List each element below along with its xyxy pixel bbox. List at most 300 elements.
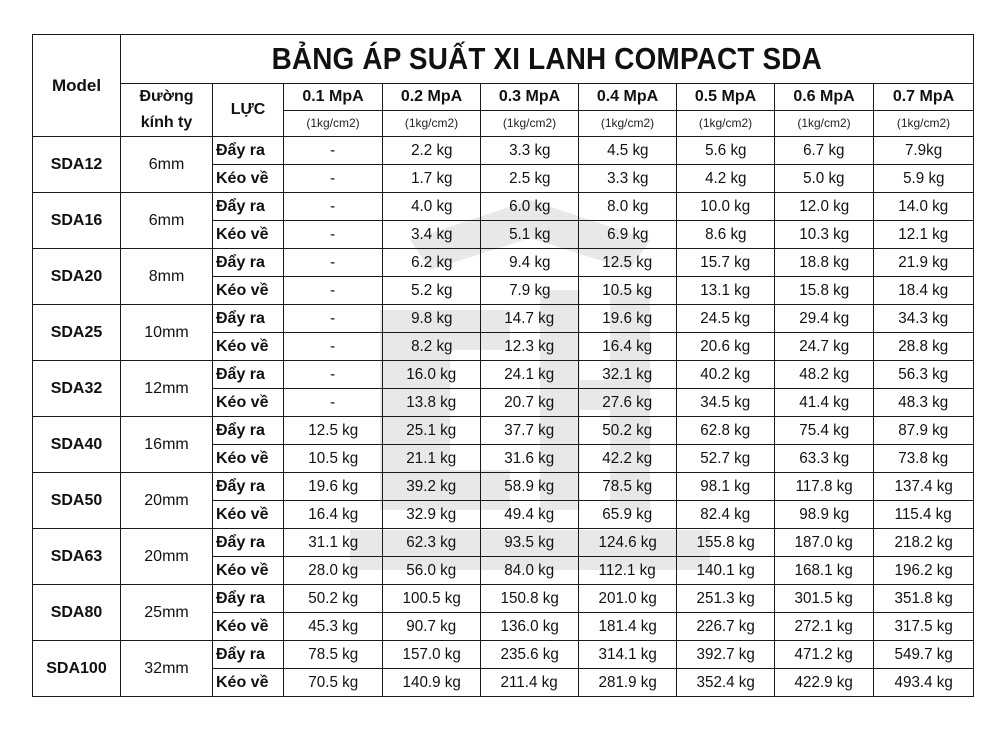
value-cell xyxy=(284,333,383,361)
force-label-push: Đẩy ra xyxy=(213,193,284,221)
value-text: 82.4 kg xyxy=(700,505,751,523)
value-text: 98.9 kg xyxy=(799,505,849,523)
value-text: 70.5 kg xyxy=(308,673,358,691)
value-cell xyxy=(775,585,874,613)
value-text: 14.0 kg xyxy=(898,197,949,215)
value-text: 10.0 kg xyxy=(700,197,751,215)
value-text: 84.0 kg xyxy=(504,561,555,579)
value-cell xyxy=(284,221,383,249)
value-text: 14.7 kg xyxy=(504,309,555,327)
value-text: 187.0 kg xyxy=(794,533,854,551)
value-text: 211.4 kg xyxy=(500,673,559,691)
rod-diameter-cell: 6mm xyxy=(121,137,213,193)
table-title xyxy=(121,35,974,84)
rod-diameter-cell: 20mm xyxy=(121,529,213,585)
value-cell xyxy=(677,669,775,697)
value-text: 6.9 kg xyxy=(606,225,649,243)
header-pressure-0.3: 0.3 MpA xyxy=(481,84,579,111)
value-cell xyxy=(677,221,775,249)
value-cell xyxy=(775,669,874,697)
value-text: 136.0 kg xyxy=(500,617,559,635)
header-unit-0.1: (1kg/cm2) xyxy=(284,110,383,137)
value-text: 24.5 kg xyxy=(700,309,751,327)
value-text: 19.6 kg xyxy=(602,309,653,327)
value-text: 56.0 kg xyxy=(406,561,457,579)
value-text: 8.2 kg xyxy=(410,337,453,355)
value-cell xyxy=(775,361,874,389)
value-cell xyxy=(383,641,481,669)
value-text: 56.3 kg xyxy=(898,365,949,383)
value-cell xyxy=(874,557,974,585)
table-row xyxy=(33,137,974,165)
value-text: 352.4 kg xyxy=(696,673,755,691)
value-cell xyxy=(874,585,974,613)
value-text: - xyxy=(330,197,336,215)
value-cell xyxy=(775,221,874,249)
force-label-pull: Kéo về xyxy=(213,557,284,585)
value-cell xyxy=(677,557,775,585)
header-pressure-0.4: 0.4 MpA xyxy=(579,84,677,111)
force-label-pull: Kéo về xyxy=(213,389,284,417)
header-model: Model xyxy=(33,35,121,137)
value-cell xyxy=(579,501,677,529)
value-cell xyxy=(579,445,677,473)
value-cell xyxy=(775,529,874,557)
value-cell xyxy=(284,193,383,221)
value-text: - xyxy=(330,365,336,383)
value-cell xyxy=(874,193,974,221)
header-unit-0.7: (1kg/cm2) xyxy=(874,110,974,137)
value-text: 20.7 kg xyxy=(504,393,555,411)
value-cell xyxy=(284,165,383,193)
value-text: 218.2 kg xyxy=(894,533,953,551)
value-text: 8.0 kg xyxy=(606,197,649,215)
value-cell xyxy=(775,417,874,445)
value-text: 90.7 kg xyxy=(406,617,457,635)
value-text: 314.1 kg xyxy=(598,645,657,663)
value-text: 10.5 kg xyxy=(308,449,358,467)
value-text: 150.8 kg xyxy=(500,589,559,607)
value-cell xyxy=(284,641,383,669)
value-cell xyxy=(677,137,775,165)
value-cell xyxy=(874,221,974,249)
rod-diameter-cell: 10mm xyxy=(121,305,213,361)
value-text: 2.5 kg xyxy=(508,169,551,187)
header-pressure-0.6: 0.6 MpA xyxy=(775,84,874,111)
value-text: 181.4 kg xyxy=(598,617,657,635)
value-cell xyxy=(775,137,874,165)
value-text: 140.9 kg xyxy=(402,673,461,691)
value-cell xyxy=(874,277,974,305)
value-text: 75.4 kg xyxy=(799,421,849,439)
value-text: 25.1 kg xyxy=(406,421,457,439)
value-text: - xyxy=(330,253,336,271)
model-cell: SDA40 xyxy=(33,417,121,473)
value-text: 16.0 kg xyxy=(406,365,457,383)
value-text: 317.5 kg xyxy=(894,617,953,635)
value-text: - xyxy=(330,169,336,187)
force-label-push: Đẩy ra xyxy=(213,473,284,501)
rod-diameter-cell: 6mm xyxy=(121,193,213,249)
value-cell xyxy=(874,529,974,557)
value-cell xyxy=(383,221,481,249)
table-row xyxy=(33,529,974,557)
value-text: 29.4 kg xyxy=(799,309,849,327)
value-cell xyxy=(775,165,874,193)
value-text: - xyxy=(330,225,336,243)
rod-diameter-cell: 20mm xyxy=(121,473,213,529)
value-text: 155.8 kg xyxy=(696,533,755,551)
value-cell xyxy=(874,333,974,361)
value-cell xyxy=(481,473,579,501)
value-cell xyxy=(874,137,974,165)
value-text: 50.2 kg xyxy=(308,589,358,607)
value-cell xyxy=(677,305,775,333)
value-text: 78.5 kg xyxy=(308,645,358,663)
value-cell xyxy=(579,613,677,641)
value-cell xyxy=(579,193,677,221)
table-row xyxy=(33,249,974,277)
value-text: 48.3 kg xyxy=(898,393,949,411)
value-cell xyxy=(677,277,775,305)
value-cell xyxy=(284,585,383,613)
value-cell xyxy=(677,417,775,445)
value-text: 5.1 kg xyxy=(508,225,551,243)
value-text: 272.1 kg xyxy=(794,617,854,635)
rod-diameter-cell: 12mm xyxy=(121,361,213,417)
value-cell xyxy=(775,305,874,333)
value-cell xyxy=(383,529,481,557)
header-unit-0.5: (1kg/cm2) xyxy=(677,110,775,137)
value-text: 3.3 kg xyxy=(606,169,649,187)
value-cell xyxy=(481,585,579,613)
table-row xyxy=(33,193,974,221)
value-text: 12.5 kg xyxy=(602,253,653,271)
value-cell xyxy=(874,641,974,669)
value-cell xyxy=(383,137,481,165)
value-text: 98.1 kg xyxy=(700,477,751,495)
value-text: 65.9 kg xyxy=(602,505,653,523)
value-text: 3.3 kg xyxy=(508,141,551,159)
value-cell xyxy=(579,165,677,193)
value-cell xyxy=(874,613,974,641)
header-rod-diameter-line2: kính ty xyxy=(140,114,193,131)
value-text: 52.7 kg xyxy=(700,449,751,467)
value-cell xyxy=(775,277,874,305)
value-text: 15.7 kg xyxy=(700,253,751,271)
force-label-pull: Kéo về xyxy=(213,221,284,249)
value-text: - xyxy=(330,141,336,159)
value-cell xyxy=(677,445,775,473)
value-cell xyxy=(284,473,383,501)
value-cell xyxy=(775,249,874,277)
model-cell: SDA80 xyxy=(33,585,121,641)
force-label-pull: Kéo về xyxy=(213,165,284,193)
force-label-push: Đẩy ra xyxy=(213,137,284,165)
value-cell xyxy=(874,501,974,529)
table-row xyxy=(33,417,974,445)
value-text: - xyxy=(330,393,336,411)
value-text: 137.4 kg xyxy=(894,477,953,495)
value-cell xyxy=(383,473,481,501)
value-cell xyxy=(383,277,481,305)
value-cell xyxy=(579,529,677,557)
value-cell xyxy=(383,193,481,221)
value-cell xyxy=(677,641,775,669)
value-cell xyxy=(383,501,481,529)
header-unit-0.2: (1kg/cm2) xyxy=(383,110,481,137)
value-cell xyxy=(481,389,579,417)
value-text: 87.9 kg xyxy=(898,421,949,439)
value-text: 10.3 kg xyxy=(799,225,849,243)
value-cell xyxy=(481,193,579,221)
value-text: 124.6 kg xyxy=(598,533,657,551)
force-label-pull: Kéo về xyxy=(213,333,284,361)
value-cell xyxy=(775,613,874,641)
value-text: 4.0 kg xyxy=(410,197,453,215)
value-text: 9.8 kg xyxy=(410,309,453,327)
value-text: 24.1 kg xyxy=(504,365,555,383)
value-cell xyxy=(579,333,677,361)
value-text: 45.3 kg xyxy=(308,617,358,635)
value-text: 32.1 kg xyxy=(602,365,653,383)
table-body xyxy=(33,137,974,697)
value-text: 12.1 kg xyxy=(898,225,949,243)
value-cell xyxy=(775,557,874,585)
value-text: 6.7 kg xyxy=(803,141,845,159)
force-label-push: Đẩy ra xyxy=(213,641,284,669)
value-cell xyxy=(775,193,874,221)
value-text: 6.0 kg xyxy=(508,197,551,215)
value-text: 2.2 kg xyxy=(410,141,453,159)
value-text: 20.6 kg xyxy=(700,337,751,355)
value-text: 13.1 kg xyxy=(700,281,751,299)
value-cell xyxy=(874,669,974,697)
rod-diameter-cell: 25mm xyxy=(121,585,213,641)
value-text: 28.0 kg xyxy=(308,561,358,579)
value-cell xyxy=(481,333,579,361)
value-text: 392.7 kg xyxy=(696,645,755,663)
value-cell xyxy=(284,305,383,333)
header-pressure-0.2: 0.2 MpA xyxy=(383,84,481,111)
value-text: 34.3 kg xyxy=(898,309,949,327)
value-text: 196.2 kg xyxy=(894,561,953,579)
value-cell xyxy=(579,557,677,585)
value-text: 42.2 kg xyxy=(602,449,653,467)
value-cell xyxy=(677,501,775,529)
value-text: 40.2 kg xyxy=(700,365,751,383)
force-label-push: Đẩy ra xyxy=(213,529,284,557)
value-cell xyxy=(481,165,579,193)
model-cell: SDA50 xyxy=(33,473,121,529)
value-cell xyxy=(481,305,579,333)
value-cell xyxy=(284,557,383,585)
force-label-push: Đẩy ra xyxy=(213,417,284,445)
value-cell xyxy=(677,529,775,557)
value-cell xyxy=(775,445,874,473)
value-cell xyxy=(383,585,481,613)
value-cell xyxy=(481,137,579,165)
value-text: 235.6 kg xyxy=(500,645,559,663)
value-cell xyxy=(284,613,383,641)
value-cell xyxy=(579,137,677,165)
value-cell xyxy=(874,165,974,193)
value-text: 24.7 kg xyxy=(799,337,849,355)
value-text: 117.8 kg xyxy=(795,477,853,495)
value-cell xyxy=(677,389,775,417)
value-cell xyxy=(677,473,775,501)
header-rod-diameter-line1: Đường xyxy=(139,88,194,105)
value-text: 49.4 kg xyxy=(504,505,555,523)
value-text: 18.4 kg xyxy=(898,281,949,299)
value-cell xyxy=(383,333,481,361)
value-text: 3.4 kg xyxy=(410,225,453,243)
value-cell xyxy=(383,165,481,193)
value-text: 115.4 kg xyxy=(894,505,953,523)
header-force: LỰC xyxy=(213,84,284,137)
value-text: - xyxy=(330,337,336,355)
value-text: 12.5 kg xyxy=(308,421,358,439)
force-label-pull: Kéo về xyxy=(213,613,284,641)
header-unit-0.3: (1kg/cm2) xyxy=(481,110,579,137)
table-row xyxy=(33,305,974,333)
value-text: 73.8 kg xyxy=(898,449,949,467)
force-label-push: Đẩy ra xyxy=(213,305,284,333)
value-text: 8.6 kg xyxy=(704,225,747,243)
value-text: 31.1 kg xyxy=(308,533,358,551)
value-cell xyxy=(579,277,677,305)
value-cell xyxy=(677,585,775,613)
value-cell xyxy=(383,669,481,697)
model-cell: SDA63 xyxy=(33,529,121,585)
value-text: 5.0 kg xyxy=(803,169,845,187)
value-cell xyxy=(677,249,775,277)
model-cell: SDA25 xyxy=(33,305,121,361)
value-cell xyxy=(579,389,677,417)
value-text: 9.4 kg xyxy=(508,253,551,271)
value-text: 50.2 kg xyxy=(602,421,653,439)
header-unit-0.4: (1kg/cm2) xyxy=(579,110,677,137)
value-text: 201.0 kg xyxy=(598,589,657,607)
value-text: 157.0 kg xyxy=(402,645,461,663)
value-cell xyxy=(284,137,383,165)
value-cell xyxy=(874,249,974,277)
value-text: 48.2 kg xyxy=(799,365,849,383)
value-cell xyxy=(579,585,677,613)
rod-diameter-cell: 8mm xyxy=(121,249,213,305)
rod-diameter-cell: 32mm xyxy=(121,641,213,697)
value-cell xyxy=(481,417,579,445)
value-cell xyxy=(383,389,481,417)
value-text: 4.5 kg xyxy=(606,141,649,159)
value-text: 549.7 kg xyxy=(894,645,953,663)
value-cell xyxy=(677,613,775,641)
value-cell xyxy=(874,445,974,473)
value-cell xyxy=(481,501,579,529)
value-text: 62.8 kg xyxy=(700,421,751,439)
value-text: 78.5 kg xyxy=(602,477,653,495)
value-cell xyxy=(579,641,677,669)
value-cell xyxy=(579,305,677,333)
value-text: 12.3 kg xyxy=(504,337,555,355)
value-text: 93.5 kg xyxy=(504,533,555,551)
value-cell xyxy=(579,669,677,697)
value-cell xyxy=(481,445,579,473)
model-cell: SDA12 xyxy=(33,137,121,193)
value-cell xyxy=(579,417,677,445)
value-cell xyxy=(775,333,874,361)
value-text: 37.7 kg xyxy=(504,421,555,439)
value-text: 226.7 kg xyxy=(696,617,755,635)
force-label-push: Đẩy ra xyxy=(213,361,284,389)
value-text: 62.3 kg xyxy=(406,533,457,551)
value-text: 5.6 kg xyxy=(704,141,747,159)
rod-diameter-cell: 16mm xyxy=(121,417,213,473)
value-text: 5.2 kg xyxy=(410,281,453,299)
value-text: 31.6 kg xyxy=(504,449,555,467)
table-title-text: BẢNG ÁP SUẤT XI LANH COMPACT SDA xyxy=(271,41,823,76)
value-cell xyxy=(284,277,383,305)
model-cell: SDA100 xyxy=(33,641,121,697)
value-text: 301.5 kg xyxy=(794,589,854,607)
value-cell xyxy=(481,361,579,389)
header-pressure-0.1: 0.1 MpA xyxy=(284,84,383,111)
value-cell xyxy=(775,641,874,669)
value-cell xyxy=(579,361,677,389)
value-cell xyxy=(677,361,775,389)
value-cell xyxy=(284,389,383,417)
value-text: 15.8 kg xyxy=(799,281,849,299)
model-cell: SDA20 xyxy=(33,249,121,305)
value-text: 13.8 kg xyxy=(406,393,457,411)
value-cell xyxy=(579,249,677,277)
value-text: 140.1 kg xyxy=(696,561,755,579)
value-text: 6.2 kg xyxy=(410,253,453,271)
value-text: 34.5 kg xyxy=(700,393,751,411)
value-cell xyxy=(874,417,974,445)
value-cell xyxy=(481,529,579,557)
pressure-table xyxy=(32,34,974,697)
value-text: 41.4 kg xyxy=(799,393,849,411)
value-cell xyxy=(677,193,775,221)
value-cell xyxy=(284,445,383,473)
value-cell xyxy=(481,249,579,277)
model-cell: SDA16 xyxy=(33,193,121,249)
value-cell xyxy=(874,389,974,417)
value-text: 100.5 kg xyxy=(402,589,461,607)
value-text: 18.8 kg xyxy=(799,253,849,271)
value-cell xyxy=(383,305,481,333)
value-cell xyxy=(383,445,481,473)
force-label-pull: Kéo về xyxy=(213,277,284,305)
header-pressure-0.7: 0.7 MpA xyxy=(874,84,974,111)
value-cell xyxy=(677,165,775,193)
value-cell xyxy=(579,221,677,249)
force-label-pull: Kéo về xyxy=(213,669,284,697)
value-text: 5.9 kg xyxy=(902,169,945,187)
value-text: 10.5 kg xyxy=(602,281,653,299)
value-text: - xyxy=(330,309,336,327)
value-cell xyxy=(383,613,481,641)
value-cell xyxy=(383,417,481,445)
value-text: 112.1 kg xyxy=(598,561,657,579)
value-cell xyxy=(383,249,481,277)
value-cell xyxy=(775,501,874,529)
value-cell xyxy=(874,305,974,333)
value-cell xyxy=(579,473,677,501)
value-cell xyxy=(775,473,874,501)
value-cell xyxy=(284,417,383,445)
